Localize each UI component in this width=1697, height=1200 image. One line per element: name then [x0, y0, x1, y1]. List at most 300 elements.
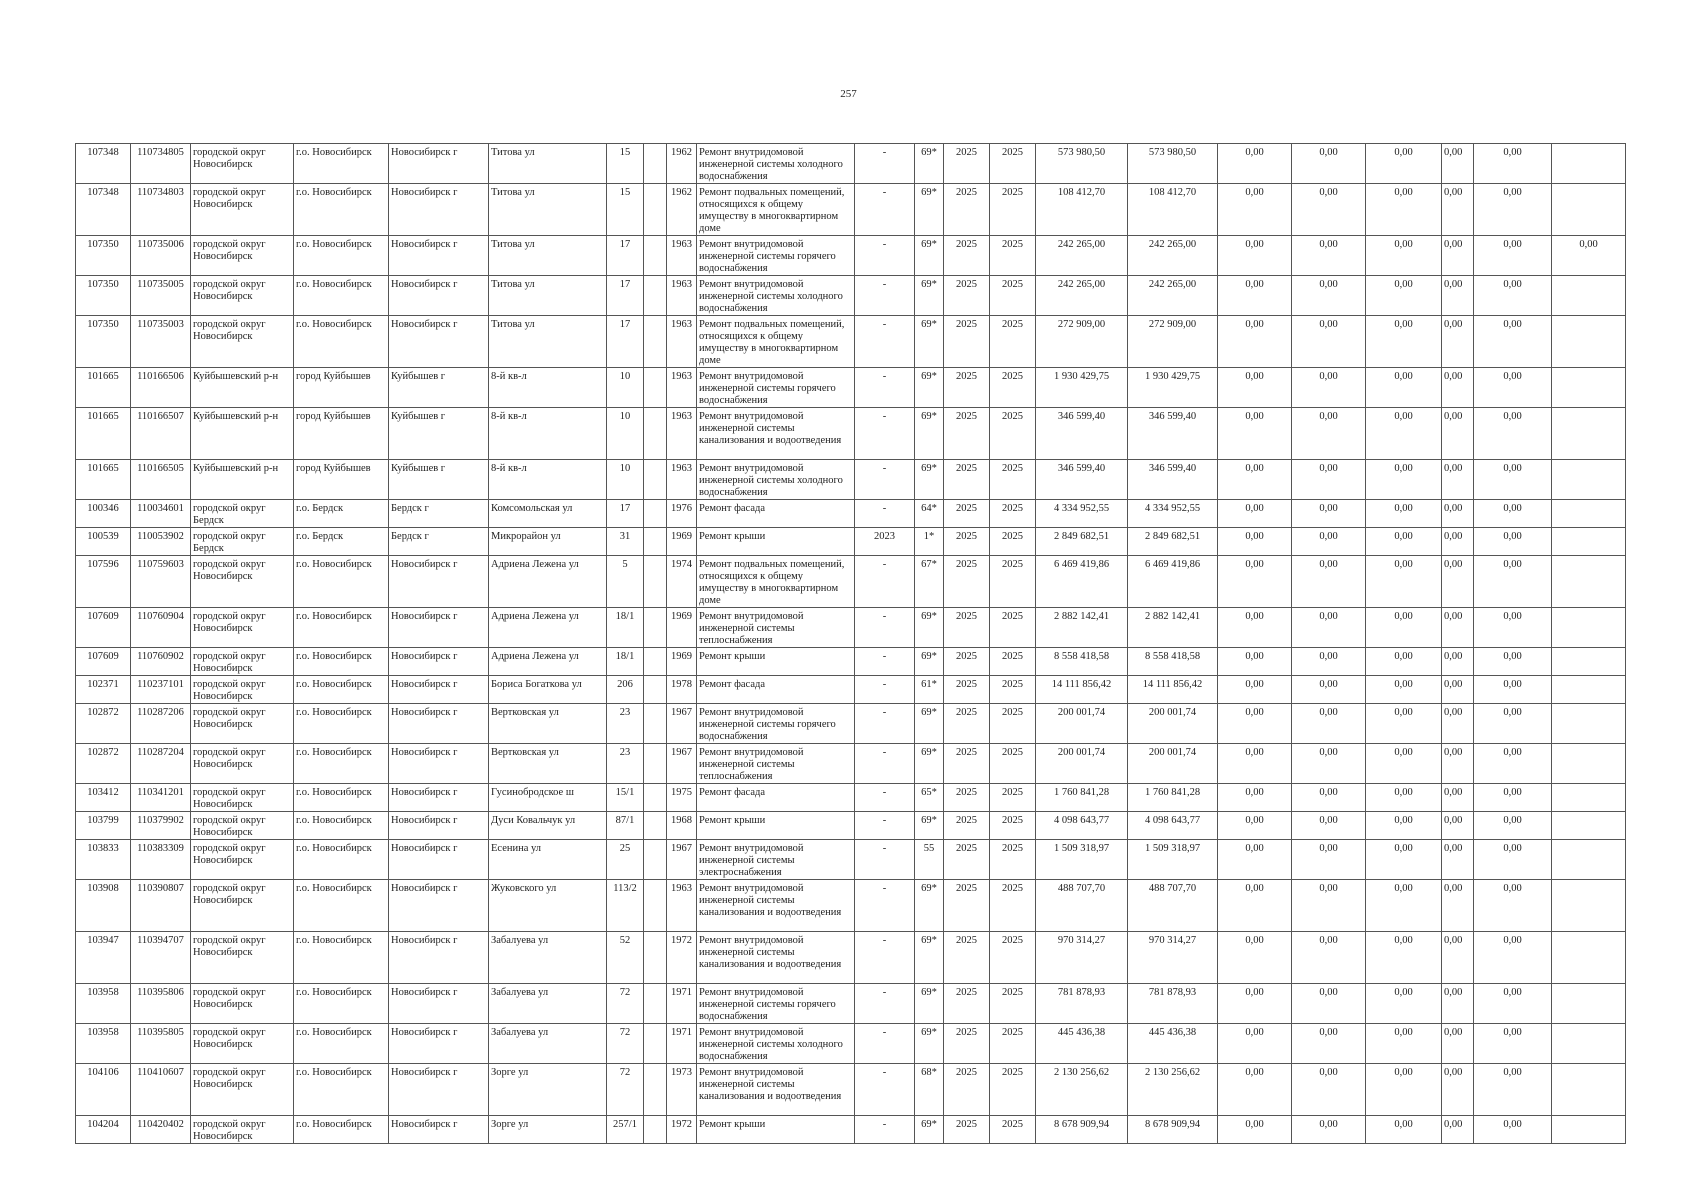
cell-total-cost: 488 707,70: [1036, 880, 1128, 932]
cell-extra-cost: [1552, 648, 1626, 676]
cell-budget-cost-3: 0,00: [1366, 276, 1442, 316]
cell-end-year: 2025: [990, 460, 1036, 500]
cell-settlement: г.о. Новосибирск: [294, 556, 389, 608]
cell-other-cost: 0,00: [1474, 880, 1552, 932]
cell-extra-cost: [1552, 500, 1626, 528]
cell-year-built: 1972: [667, 1116, 697, 1144]
cell-city: Новосибирск г: [389, 840, 489, 880]
cell-budget-cost-3: 0,00: [1366, 500, 1442, 528]
cell-total-cost: 200 001,74: [1036, 704, 1128, 744]
cell-house-id: 107350: [76, 316, 131, 368]
table-row: [76, 744, 1626, 784]
cell-total-cost: 1 509 318,97: [1036, 840, 1128, 880]
cell-fund-cost: 200 001,74: [1128, 704, 1218, 744]
cell-municipality: городской округ Новосибирск: [191, 932, 294, 984]
cell-budget-cost-3: 0,00: [1366, 460, 1442, 500]
cell-total-cost: 781 878,93: [1036, 984, 1128, 1024]
cell-wear: 69*: [915, 276, 944, 316]
cell-letter: [644, 840, 667, 880]
cell-other-cost: 0,00: [1474, 744, 1552, 784]
cell-letter: [644, 500, 667, 528]
cell-house-id: 102872: [76, 744, 131, 784]
table-row: [76, 500, 1626, 528]
cell-street: Есенина ул: [489, 840, 607, 880]
table-row: [76, 184, 1626, 236]
cell-start-year: 2025: [944, 144, 990, 184]
cell-budget-cost-2: 0,00: [1292, 276, 1366, 316]
cell-wear: 69*: [915, 1024, 944, 1064]
cell-owners-share: 0,00: [1442, 608, 1474, 648]
cell-budget-cost-1: 0,00: [1218, 556, 1292, 608]
cell-street: Зорге ул: [489, 1116, 607, 1144]
cell-house-id: 102371: [76, 676, 131, 704]
cell-settlement: г.о. Бердск: [294, 500, 389, 528]
cell-municipality: городской округ Новосибирск: [191, 704, 294, 744]
cell-extra-cost: 0,00: [1552, 236, 1626, 276]
cell-fund-cost: 14 111 856,42: [1128, 676, 1218, 704]
cell-end-year: 2025: [990, 528, 1036, 556]
cell-budget-cost-2: 0,00: [1292, 1024, 1366, 1064]
cell-city: Новосибирск г: [389, 648, 489, 676]
cell-city: Новосибирск г: [389, 984, 489, 1024]
cell-street: Микрорайон ул: [489, 528, 607, 556]
cell-budget-cost-3: 0,00: [1366, 316, 1442, 368]
cell-prev-year: -: [855, 676, 915, 704]
cell-prev-year: -: [855, 368, 915, 408]
cell-budget-cost-2: 0,00: [1292, 812, 1366, 840]
cell-prev-year: -: [855, 460, 915, 500]
cell-municipality: городской округ Новосибирск: [191, 676, 294, 704]
cell-other-cost: 0,00: [1474, 500, 1552, 528]
cell-year-built: 1969: [667, 608, 697, 648]
cell-budget-cost-2: 0,00: [1292, 556, 1366, 608]
cell-owners-share: 0,00: [1442, 500, 1474, 528]
cell-owners-share: 0,00: [1442, 408, 1474, 460]
cell-budget-cost-3: 0,00: [1366, 556, 1442, 608]
cell-owners-share: 0,00: [1442, 676, 1474, 704]
cell-start-year: 2025: [944, 368, 990, 408]
cell-extra-cost: [1552, 1024, 1626, 1064]
cell-municipality: городской округ Новосибирск: [191, 880, 294, 932]
cell-year-built: 1963: [667, 368, 697, 408]
cell-other-cost: 0,00: [1474, 840, 1552, 880]
cell-owners-share: 0,00: [1442, 144, 1474, 184]
cell-letter: [644, 984, 667, 1024]
cell-start-year: 2025: [944, 984, 990, 1024]
cell-extra-cost: [1552, 784, 1626, 812]
table-row: [76, 984, 1626, 1024]
cell-house-id: 107348: [76, 184, 131, 236]
cell-prev-year: -: [855, 880, 915, 932]
cell-budget-cost-2: 0,00: [1292, 676, 1366, 704]
table-row: [76, 408, 1626, 460]
cell-house-id: 101665: [76, 408, 131, 460]
cell-budget-cost-1: 0,00: [1218, 676, 1292, 704]
cell-object-id: 110759603: [131, 556, 191, 608]
cell-house-number: 23: [607, 744, 644, 784]
cell-house-number: 10: [607, 460, 644, 500]
cell-municipality: городской округ Новосибирск: [191, 144, 294, 184]
cell-prev-year: -: [855, 276, 915, 316]
table-row: [76, 608, 1626, 648]
cell-owners-share: 0,00: [1442, 368, 1474, 408]
cell-budget-cost-1: 0,00: [1218, 932, 1292, 984]
cell-start-year: 2025: [944, 880, 990, 932]
cell-budget-cost-1: 0,00: [1218, 460, 1292, 500]
cell-city: Новосибирск г: [389, 184, 489, 236]
cell-work-type: Ремонт крыши: [697, 1116, 855, 1144]
cell-owners-share: 0,00: [1442, 556, 1474, 608]
cell-work-type: Ремонт подвальных помещений, относящихся к общему имуществу в многоквартирном доме: [697, 556, 855, 608]
cell-budget-cost-1: 0,00: [1218, 812, 1292, 840]
cell-owners-share: 0,00: [1442, 932, 1474, 984]
cell-total-cost: 346 599,40: [1036, 408, 1128, 460]
table-row: [76, 676, 1626, 704]
cell-budget-cost-1: 0,00: [1218, 528, 1292, 556]
table-row: [76, 840, 1626, 880]
cell-budget-cost-2: 0,00: [1292, 1064, 1366, 1116]
cell-work-type: Ремонт внутридомовой инженерной системы горячего водоснабжения: [697, 368, 855, 408]
cell-budget-cost-2: 0,00: [1292, 184, 1366, 236]
cell-municipality: городской округ Новосибирск: [191, 984, 294, 1024]
cell-other-cost: 0,00: [1474, 784, 1552, 812]
cell-start-year: 2025: [944, 676, 990, 704]
cell-other-cost: 0,00: [1474, 184, 1552, 236]
cell-municipality: городской округ Новосибирск: [191, 784, 294, 812]
cell-object-id: 110287204: [131, 744, 191, 784]
cell-city: Новосибирск г: [389, 812, 489, 840]
cell-total-cost: 445 436,38: [1036, 1024, 1128, 1064]
cell-year-built: 1973: [667, 1064, 697, 1116]
cell-end-year: 2025: [990, 316, 1036, 368]
cell-start-year: 2025: [944, 608, 990, 648]
cell-object-id: 110734805: [131, 144, 191, 184]
cell-settlement: г.о. Новосибирск: [294, 704, 389, 744]
cell-fund-cost: 346 599,40: [1128, 408, 1218, 460]
cell-wear: 69*: [915, 880, 944, 932]
cell-total-cost: 242 265,00: [1036, 276, 1128, 316]
cell-year-built: 1962: [667, 184, 697, 236]
cell-work-type: Ремонт фасада: [697, 500, 855, 528]
cell-budget-cost-3: 0,00: [1366, 744, 1442, 784]
cell-budget-cost-2: 0,00: [1292, 648, 1366, 676]
cell-total-cost: 970 314,27: [1036, 932, 1128, 984]
cell-owners-share: 0,00: [1442, 784, 1474, 812]
cell-extra-cost: [1552, 1064, 1626, 1116]
cell-owners-share: 0,00: [1442, 704, 1474, 744]
cell-budget-cost-1: 0,00: [1218, 316, 1292, 368]
cell-prev-year: -: [855, 1024, 915, 1064]
cell-object-id: 110760902: [131, 648, 191, 676]
cell-wear: 69*: [915, 316, 944, 368]
cell-budget-cost-1: 0,00: [1218, 1116, 1292, 1144]
cell-start-year: 2025: [944, 460, 990, 500]
cell-house-number: 113/2: [607, 880, 644, 932]
cell-total-cost: 200 001,74: [1036, 744, 1128, 784]
cell-year-built: 1969: [667, 528, 697, 556]
cell-start-year: 2025: [944, 1116, 990, 1144]
cell-house-id: 103799: [76, 812, 131, 840]
cell-year-built: 1974: [667, 556, 697, 608]
cell-house-number: 257/1: [607, 1116, 644, 1144]
cell-house-number: 17: [607, 316, 644, 368]
cell-street: Вертковская ул: [489, 744, 607, 784]
cell-municipality: городской округ Новосибирск: [191, 1024, 294, 1064]
cell-house-id: 104106: [76, 1064, 131, 1116]
cell-object-id: 110410607: [131, 1064, 191, 1116]
cell-letter: [644, 236, 667, 276]
cell-budget-cost-2: 0,00: [1292, 316, 1366, 368]
cell-letter: [644, 1116, 667, 1144]
cell-prev-year: -: [855, 840, 915, 880]
cell-object-id: 110420402: [131, 1116, 191, 1144]
cell-house-id: 101665: [76, 368, 131, 408]
cell-budget-cost-1: 0,00: [1218, 704, 1292, 744]
cell-street: Комсомольская ул: [489, 500, 607, 528]
cell-municipality: городской округ Новосибирск: [191, 236, 294, 276]
cell-extra-cost: [1552, 608, 1626, 648]
cell-fund-cost: 1 760 841,28: [1128, 784, 1218, 812]
cell-street: Зорге ул: [489, 1064, 607, 1116]
cell-start-year: 2025: [944, 812, 990, 840]
cell-work-type: Ремонт подвальных помещений, относящихся к общему имуществу в многоквартирном доме: [697, 316, 855, 368]
cell-budget-cost-3: 0,00: [1366, 812, 1442, 840]
cell-wear: 69*: [915, 184, 944, 236]
cell-house-number: 31: [607, 528, 644, 556]
cell-house-number: 23: [607, 704, 644, 744]
cell-work-type: Ремонт внутридомовой инженерной системы холодного водоснабжения: [697, 276, 855, 316]
cell-house-id: 107609: [76, 608, 131, 648]
cell-house-id: 107609: [76, 648, 131, 676]
cell-start-year: 2025: [944, 500, 990, 528]
cell-city: Бердск г: [389, 500, 489, 528]
cell-work-type: Ремонт внутридомовой инженерной системы холодного водоснабжения: [697, 144, 855, 184]
cell-municipality: Куйбышевский р-н: [191, 368, 294, 408]
cell-start-year: 2025: [944, 704, 990, 744]
cell-extra-cost: [1552, 1116, 1626, 1144]
cell-start-year: 2025: [944, 1064, 990, 1116]
cell-prev-year: -: [855, 812, 915, 840]
cell-settlement: г.о. Новосибирск: [294, 880, 389, 932]
cell-object-id: 110237101: [131, 676, 191, 704]
cell-work-type: Ремонт внутридомовой инженерной системы теплоснабжения: [697, 744, 855, 784]
cell-budget-cost-1: 0,00: [1218, 984, 1292, 1024]
cell-owners-share: 0,00: [1442, 184, 1474, 236]
cell-budget-cost-3: 0,00: [1366, 528, 1442, 556]
cell-end-year: 2025: [990, 608, 1036, 648]
cell-settlement: г.о. Новосибирск: [294, 812, 389, 840]
cell-object-id: 110383309: [131, 840, 191, 880]
cell-wear: 61*: [915, 676, 944, 704]
cell-house-number: 15/1: [607, 784, 644, 812]
cell-object-id: 110394707: [131, 932, 191, 984]
cell-work-type: Ремонт внутридомовой инженерной системы горячего водоснабжения: [697, 236, 855, 276]
cell-work-type: Ремонт внутридомовой инженерной системы канализования и водоотведения: [697, 1064, 855, 1116]
cell-house-number: 10: [607, 368, 644, 408]
cell-other-cost: 0,00: [1474, 1116, 1552, 1144]
cell-start-year: 2025: [944, 840, 990, 880]
cell-street: Титова ул: [489, 236, 607, 276]
cell-settlement: г.о. Бердск: [294, 528, 389, 556]
cell-end-year: 2025: [990, 236, 1036, 276]
cell-owners-share: 0,00: [1442, 744, 1474, 784]
cell-total-cost: 4 098 643,77: [1036, 812, 1128, 840]
cell-house-number: 15: [607, 184, 644, 236]
cell-owners-share: 0,00: [1442, 236, 1474, 276]
cell-start-year: 2025: [944, 276, 990, 316]
cell-house-id: 107348: [76, 144, 131, 184]
cell-prev-year: -: [855, 608, 915, 648]
cell-extra-cost: [1552, 276, 1626, 316]
cell-letter: [644, 408, 667, 460]
cell-budget-cost-3: 0,00: [1366, 1116, 1442, 1144]
cell-city: Новосибирск г: [389, 144, 489, 184]
cell-budget-cost-1: 0,00: [1218, 1064, 1292, 1116]
cell-municipality: городской округ Новосибирск: [191, 840, 294, 880]
cell-budget-cost-2: 0,00: [1292, 608, 1366, 648]
cell-budget-cost-2: 0,00: [1292, 704, 1366, 744]
cell-city: Новосибирск г: [389, 880, 489, 932]
cell-street: Титова ул: [489, 276, 607, 316]
cell-end-year: 2025: [990, 368, 1036, 408]
cell-house-number: 18/1: [607, 648, 644, 676]
cell-settlement: город Куйбышев: [294, 368, 389, 408]
cell-fund-cost: 346 599,40: [1128, 460, 1218, 500]
cell-settlement: г.о. Новосибирск: [294, 236, 389, 276]
cell-other-cost: 0,00: [1474, 236, 1552, 276]
table-row: [76, 784, 1626, 812]
cell-year-built: 1969: [667, 648, 697, 676]
cell-object-id: 110760904: [131, 608, 191, 648]
cell-prev-year: 2023: [855, 528, 915, 556]
cell-wear: 64*: [915, 500, 944, 528]
cell-house-number: 18/1: [607, 608, 644, 648]
cell-object-id: 110166506: [131, 368, 191, 408]
cell-budget-cost-1: 0,00: [1218, 784, 1292, 812]
cell-letter: [644, 528, 667, 556]
cell-start-year: 2025: [944, 648, 990, 676]
cell-prev-year: -: [855, 500, 915, 528]
cell-other-cost: 0,00: [1474, 144, 1552, 184]
cell-budget-cost-1: 0,00: [1218, 276, 1292, 316]
cell-end-year: 2025: [990, 1116, 1036, 1144]
cell-city: Новосибирск г: [389, 1064, 489, 1116]
cell-owners-share: 0,00: [1442, 528, 1474, 556]
cell-wear: 69*: [915, 932, 944, 984]
cell-object-id: 110395806: [131, 984, 191, 1024]
cell-other-cost: 0,00: [1474, 676, 1552, 704]
cell-wear: 69*: [915, 744, 944, 784]
cell-wear: 69*: [915, 648, 944, 676]
cell-work-type: Ремонт внутридомовой инженерной системы холодного водоснабжения: [697, 460, 855, 500]
cell-end-year: 2025: [990, 840, 1036, 880]
cell-owners-share: 0,00: [1442, 648, 1474, 676]
table-row: [76, 1024, 1626, 1064]
cell-year-built: 1963: [667, 460, 697, 500]
cell-fund-cost: 4 334 952,55: [1128, 500, 1218, 528]
cell-budget-cost-2: 0,00: [1292, 408, 1366, 460]
cell-house-number: 25: [607, 840, 644, 880]
table-row: [76, 556, 1626, 608]
cell-street: Забалуева ул: [489, 932, 607, 984]
cell-budget-cost-1: 0,00: [1218, 500, 1292, 528]
cell-other-cost: 0,00: [1474, 648, 1552, 676]
cell-other-cost: 0,00: [1474, 812, 1552, 840]
cell-end-year: 2025: [990, 704, 1036, 744]
cell-other-cost: 0,00: [1474, 276, 1552, 316]
cell-object-id: 110341201: [131, 784, 191, 812]
cell-budget-cost-3: 0,00: [1366, 144, 1442, 184]
cell-other-cost: 0,00: [1474, 1024, 1552, 1064]
cell-house-id: 102872: [76, 704, 131, 744]
cell-settlement: г.о. Новосибирск: [294, 184, 389, 236]
cell-year-built: 1967: [667, 840, 697, 880]
cell-budget-cost-3: 0,00: [1366, 932, 1442, 984]
cell-fund-cost: 6 469 419,86: [1128, 556, 1218, 608]
cell-prev-year: -: [855, 648, 915, 676]
cell-budget-cost-1: 0,00: [1218, 840, 1292, 880]
cell-settlement: г.о. Новосибирск: [294, 276, 389, 316]
cell-house-number: 52: [607, 932, 644, 984]
cell-start-year: 2025: [944, 316, 990, 368]
cell-budget-cost-2: 0,00: [1292, 880, 1366, 932]
cell-budget-cost-3: 0,00: [1366, 1024, 1442, 1064]
cell-total-cost: 4 334 952,55: [1036, 500, 1128, 528]
cell-budget-cost-1: 0,00: [1218, 236, 1292, 276]
cell-work-type: Ремонт фасада: [697, 784, 855, 812]
cell-other-cost: 0,00: [1474, 1064, 1552, 1116]
cell-other-cost: 0,00: [1474, 408, 1552, 460]
cell-letter: [644, 704, 667, 744]
cell-wear: 69*: [915, 408, 944, 460]
cell-street: 8-й кв-л: [489, 460, 607, 500]
capital-repair-table: [75, 143, 1626, 1144]
cell-total-cost: 14 111 856,42: [1036, 676, 1128, 704]
cell-work-type: Ремонт крыши: [697, 812, 855, 840]
cell-budget-cost-3: 0,00: [1366, 840, 1442, 880]
cell-fund-cost: 2 849 682,51: [1128, 528, 1218, 556]
cell-settlement: город Куйбышев: [294, 408, 389, 460]
cell-city: Новосибирск г: [389, 744, 489, 784]
cell-prev-year: -: [855, 932, 915, 984]
cell-house-id: 107350: [76, 236, 131, 276]
cell-settlement: город Куйбышев: [294, 460, 389, 500]
cell-work-type: Ремонт внутридомовой инженерной системы горячего водоснабжения: [697, 984, 855, 1024]
cell-prev-year: -: [855, 704, 915, 744]
cell-extra-cost: [1552, 556, 1626, 608]
cell-budget-cost-2: 0,00: [1292, 784, 1366, 812]
page-number: 257: [840, 88, 857, 100]
cell-municipality: городской округ Новосибирск: [191, 608, 294, 648]
cell-year-built: 1971: [667, 984, 697, 1024]
cell-prev-year: -: [855, 144, 915, 184]
cell-year-built: 1967: [667, 744, 697, 784]
cell-budget-cost-2: 0,00: [1292, 932, 1366, 984]
cell-fund-cost: 2 882 142,41: [1128, 608, 1218, 648]
cell-house-id: 104204: [76, 1116, 131, 1144]
cell-other-cost: 0,00: [1474, 528, 1552, 556]
cell-house-number: 10: [607, 408, 644, 460]
cell-start-year: 2025: [944, 184, 990, 236]
cell-year-built: 1971: [667, 1024, 697, 1064]
cell-other-cost: 0,00: [1474, 460, 1552, 500]
cell-work-type: Ремонт фасада: [697, 676, 855, 704]
cell-end-year: 2025: [990, 1064, 1036, 1116]
cell-house-id: 103958: [76, 1024, 131, 1064]
cell-wear: 69*: [915, 368, 944, 408]
cell-letter: [644, 368, 667, 408]
cell-street: Бориса Богаткова ул: [489, 676, 607, 704]
